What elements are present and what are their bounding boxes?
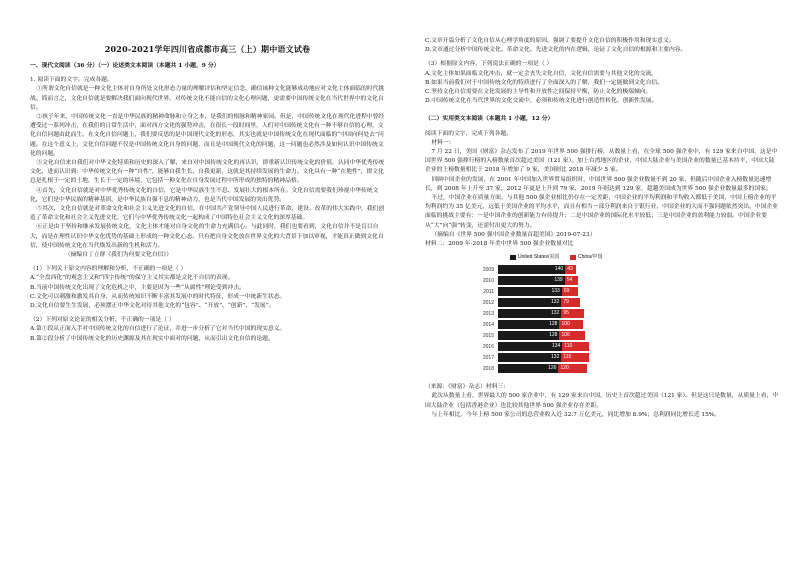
- passage-paragraph: ③文化自信来自我们对中华文化特质和历史的深入了解，来自对中国传统文化的再认识，即重新认识传统文化的价值，认同中华优秀传统文化，进而认识到：中华传统文化有一种“自性”，能够自我生长、自我更新，这就是其持续发展的生命力。文化具有一种“在地性”，即文化总是扎根于一定的土地，生长于一定的环境，它包括一种文化在自身发展过程中所形成的独特的精神品格。: [30, 160, 385, 185]
- bar-us: 134: [498, 342, 562, 351]
- legend-label-us: United States/美国: [518, 254, 560, 261]
- chart-row: [470, 309, 630, 318]
- chart-row: [470, 364, 630, 373]
- passage-paragraph: ⑤其次，文化自信就是对革命文化和社会主义先进文化的自信，在中国共产党领导中国人民进行革命、建设、改革的伟大实践中，我们创造了革命文化和社会主义先进文化，它们与中华优秀传统文化一起构成了中国特色社会主义文化的深厚基础。: [30, 206, 385, 222]
- bar-cn: 100: [559, 320, 583, 329]
- bar-us: 128: [498, 320, 559, 329]
- option-d: D.文化自信要生生发展，必须摆正中华文化对待其他文化的“包容”、“开放”、“创新”、“发展”。: [30, 303, 275, 310]
- left-column: [30, 58, 385, 344]
- tick-label-year: 2018: [482, 366, 494, 373]
- passage-paragraph: ⑥正是由于坚持和继承发展传统文化，文化主体才能对自身文化的生命力充满信心。与此同时，我们也要看到，文化自信并不是盲目自大，而是在理性认识中华文化优势的基础上形成的一种文化心态。只有把自身文化放在世界文化的大背景下加以审视，才能真正做到文化自信，使中国传统文化在当代焕发出新的生机和活力。: [30, 224, 384, 249]
- tick-label-year: 2009: [482, 267, 494, 274]
- material-label: 材料二：: [425, 241, 449, 248]
- bar-cn: 54: [565, 276, 578, 285]
- tick-label-year: 2015: [482, 333, 494, 340]
- material-source: （摘编自《世界 500 强中国企业数量首超美国》2019-07-23）: [431, 231, 596, 238]
- bar-cn: 79: [561, 298, 580, 307]
- legend-swatch-us: [510, 255, 516, 260]
- option-a: A.第①段从正面入手对中国传统文化的自信进行了论证，并进一步分析了它对当代中国的现实意义。: [30, 326, 286, 333]
- option-b: B.如果当前我们对于中国传统文化的特质进行了全面深入的了解，我们一定能做到文化自信。: [425, 79, 663, 86]
- bar-cn: 43: [565, 265, 575, 274]
- bar-us: 139: [498, 276, 565, 285]
- material-paragraph: 与上年相比，今年上榜 500 家公司的总营业收入近 32.7 万亿美元，同比增加 8.9%；总利润同比增长近 15%。: [431, 411, 721, 418]
- material-paragraph: 不过，中国企业在质量方面，与其他 500 强企业相比仍存在一定差距，中国企业的平均利润和平均收入都低于美国，中国上榜企业的平均利润约为 35 亿美元，远低于美国企业的平均水平，而且有相当一部分利润来自于银行业，中国企业的大而不强问题依然突出。中国企业面临的挑战主要有：一是中国企业的创新能力有待提升；二是中国企业的国际化水平较低；三是中国企业的盈利能力较弱。中国企业要从“大”向“强”转变，还需付出更大的努力。: [425, 195, 779, 229]
- chart-row: [470, 331, 630, 340]
- chart-row: [470, 287, 630, 296]
- chart-row: [470, 353, 630, 362]
- chart-legend: [510, 253, 630, 263]
- option-b: B.第②段分析了中国传统文化的历史渊源及其在现实中面对的问题，从而引出文化自信的论题。: [30, 335, 274, 342]
- passage-paragraph: ①所谓文化自信就是一种文化主体对自身所处文化形态力量的理解评估和坚定信念，确信该种文化能够成功地应对文化主体面临的时代挑战。简而言之，文化自信就是要解决我们面向现代世界，对传统文化不能自信的文化心理问题，更需要中国传统文化在当代世界中的文化自信。: [30, 86, 385, 111]
- tick-label-year: 2010: [482, 278, 494, 285]
- bar-cn: 106: [559, 331, 584, 340]
- bar-cn: 110: [562, 342, 588, 351]
- chart-row: [470, 298, 630, 307]
- bar-us: 132: [498, 353, 561, 362]
- material-paragraph: 回顾中国企业的发展，在 2001 年中国加入世界贸易组织时，中国世界 500 强企业数量不到 20 家，但随后中国企业入榜数量迅速增长，到 2008 年上升至 37 家，2012 年更是上升到 79 家，2019 年则达到 129 家，超越美国成为世界 500 强企业数量最多的国家。: [425, 176, 772, 192]
- material-label: 材料一：: [431, 139, 455, 146]
- material-paragraph: 7 月 22 日，美国《财富》杂志发布了 2019 年世界 500 强排行榜，从数量上看，在全球 500 强企业中，有 129 家来自中国，这是中国世界 500 强排行榜的入榜数量首次超过美国（121 家）。加上台湾地区的企业，中国大陆企业与美国企业的数量已基本持平，中国大陆企业的上榜数量相比于 2018 年增加了 9 家，美国则比 2018 年减少 5 家。: [425, 149, 778, 174]
- option-d: D.文章通过分析中国传统文化、革命文化、先进文化的内在逻辑，论证了文化自信的根源和主要内容。: [425, 47, 687, 54]
- question-intro: 阅读下面的文字，完成下列各题。: [425, 130, 512, 137]
- bar-cn: 115: [561, 353, 589, 362]
- option-a: A.“全盘西化”的观念主义和“四字传统”的保守主义其实都是文化不自信的表现。: [30, 275, 234, 282]
- bar-us: 132: [498, 309, 561, 318]
- bar-us: 132: [498, 298, 561, 307]
- bar-cn: 120: [558, 364, 587, 373]
- legend-swatch-cn: [570, 255, 576, 260]
- option-c: C.文章开篇分析了文化自信从心理学角度的原因，强调了要提升文化自信的积极作用和现实意义。: [425, 38, 675, 44]
- option-b: B.当前中国传统文化出现了文化危机之中，主要是因为一些“从属性”理论受到冲击。: [30, 284, 245, 291]
- tick-label-year: 2014: [482, 322, 494, 329]
- passage-source: （摘编自丁立群《我们为何要文化自信》）: [64, 252, 173, 259]
- legend-label-cn: China/中国: [578, 254, 603, 261]
- option-d: D.中国传统文化在当代世界的文化交流中，必须和传统文化进行创造性转化、创新性发展。: [425, 98, 658, 105]
- question-stem: （1）下列关于原文内容的理解和分析，不正确的一项是（ ）: [30, 266, 187, 273]
- bar-cn: 95: [561, 309, 584, 318]
- bar-cn: 69: [562, 287, 579, 296]
- tick-label-year: 2013: [482, 311, 494, 318]
- question-intro: 1. 阅读下面的文字，完成各题。: [30, 77, 113, 84]
- tick-label-year: 2012: [482, 300, 494, 307]
- tick-label-year: 2017: [482, 355, 494, 362]
- bar-us: 140: [498, 265, 565, 274]
- tick-label-year: 2016: [482, 344, 494, 351]
- bar-chart: [470, 253, 630, 383]
- chart-row: [470, 265, 630, 274]
- passage-paragraph: ②孩子年来，中国传统文化一直是中华民族的精神命脉和立身之本，是我们的根脉和精神家园。但是，中国传统文化在现代化进程中曾经遭受过一系列冲击，在我们的日常生活中，面对西方文化的强势冲击，在很长一段时间里，人们对中国传统文化有一种不够自信的心理，文化自信问题由此而生。在文化自信问题上，我们要反思的是中国现代文化的形态，其实也就是中国传统文化在现代面临的“中国向何处去”问题。在这个意义上，文化自信问题不仅是中国传统文化自身的问题，而且是中国现代文化的问题，这一问题也必然涉及如何认识中国传统文化的问题。: [30, 114, 385, 157]
- question-stem: （3）根据原文内容，下列说法正确的一项是（ ）: [425, 61, 553, 68]
- bar-us: 126: [498, 364, 558, 373]
- chart-row: [470, 276, 630, 285]
- right-column: [425, 37, 780, 420]
- page-title: 2020-2021学年四川省成都市高三（上）期中语文试卷: [104, 44, 311, 54]
- option-c: C.文化可以刺激和激发其自身，从而传统知识不断丰富其发展中的时代特征，形成一中统新生状态。: [30, 293, 286, 300]
- chart-caption: [425, 240, 780, 249]
- option-c: C.坚持文化自信需要在文化发展的主导性和开放性之间保持平衡，防止文化的极端倾向。: [425, 89, 652, 96]
- chart-caption-text: 2009 年-2018 年美中世界 500 强企业数量对比: [448, 241, 574, 248]
- chart-source: （来源：《财富》杂志）材料三：: [425, 384, 510, 391]
- chart-row: [470, 320, 630, 329]
- question-stem: （2）下列对原文论证的相关分析，不正确的一项是（ ）: [30, 317, 175, 324]
- bar-us: 128: [498, 331, 559, 340]
- section-heading-1: 一、现代文阅读（36 分）（一）论述类文本阅读（本题共 1 小题，9 分）: [30, 63, 220, 69]
- tick-label-year: 2011: [483, 289, 494, 296]
- passage-paragraph: ④首先，文化自信就是对中华优秀传统文化的自信，它是中华民族生生不息、发展壮大的根本所在。文化自信需要我们珍视中华传统文化，它们是中华民族的精神基因，是中华民族自强不息的精神动力，也是当代中国发展的突出优势。: [30, 187, 379, 203]
- option-a: A.文化主体如果面临文化冲击，就一定会丧失文化自信，文化自信需要与其他文化的交流。: [425, 70, 658, 77]
- material-paragraph: 此次从数量上看，世界最大的 500 家企业中，有 129 家来自中国，历史上首次超过美国（121 家）。但是这只是数量，从质量上看，中国大陆企业（包括香港企业）也比较其他世界 500 强企业存在差距。: [425, 393, 779, 409]
- chart-row: [470, 342, 630, 351]
- section-heading-2: （二）实用类文本阅读（本题共 1 小题，12 分）: [425, 116, 554, 123]
- bar-us: 133: [498, 287, 562, 296]
